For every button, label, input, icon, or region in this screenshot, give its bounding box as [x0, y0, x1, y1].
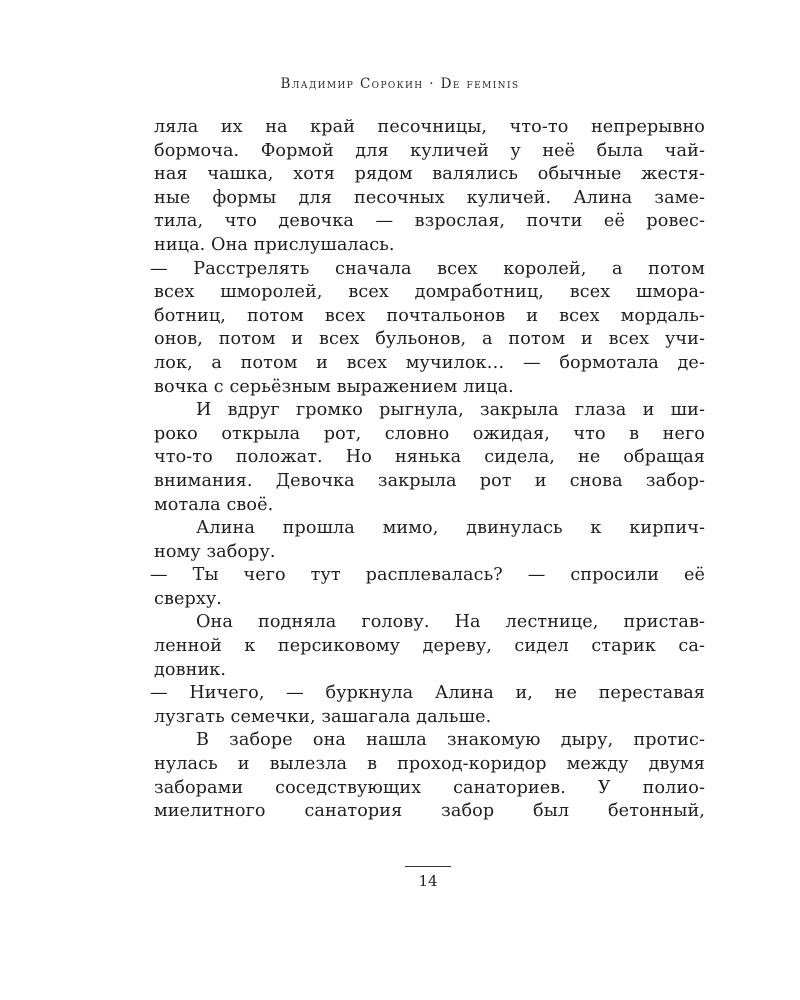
text-line: Алина прошла мимо, двинулась к кирпич-: [196, 518, 705, 539]
text-line: ница. Она прислушалась.: [154, 234, 395, 255]
running-head: Владимир Сорокин · De feminis: [280, 76, 520, 92]
text-line: ленной к персиковому дереву, сидел старик са-: [154, 636, 705, 657]
text-line: ная чашка, хотя рядом валялись обычные жестя-: [154, 164, 705, 185]
text-line: ному забору.: [154, 541, 276, 562]
text-line: Она подняла голову. На лестнице, пристав-: [196, 612, 705, 633]
text-line: ные формы для песочных куличей. Алина заме-: [154, 187, 705, 208]
text-line: мотала своё.: [154, 494, 274, 515]
text-line: лок, а потом и всех мучилок… — бормотала де-: [154, 352, 705, 373]
text-line: нулась и вылезла в проход-коридор между двумя: [154, 754, 705, 775]
text-line: сверху.: [154, 588, 222, 609]
body-text: [150, 116, 705, 824]
text-line: вочка с серьёзным выражением лица.: [154, 376, 514, 397]
text-line: довник.: [154, 659, 227, 680]
text-line: миелитного санатория забор был бетонный,: [154, 801, 705, 822]
text-line: онов, потом и всех бульонов, а потом и всех учи-: [154, 329, 705, 350]
footer-rule: [405, 866, 451, 867]
text-line: лузгать семечки, зашагала дальше.: [154, 706, 492, 727]
page-number: 14: [418, 872, 438, 890]
text-line: заборами соседствующих санаториев. У полио-: [154, 777, 705, 798]
text-line: — Расстрелять сначала всех королей, а потом: [150, 258, 705, 279]
text-line: тила, что девочка — взрослая, почти её ровес-: [154, 211, 705, 232]
text-line: роко открыла рот, словно ожидая, что в него: [154, 423, 705, 444]
text-line: В заборе она нашла знакомую дыру, протис-: [196, 730, 705, 751]
text-line: всех шморолей, всех домработниц, всех шмора-: [154, 282, 705, 303]
text-line: — Ты чего тут расплевалась? — спросили её: [150, 565, 705, 586]
text-line: — Ничего, — буркнула Алина и, не переставая: [150, 683, 705, 704]
text-line: внимания. Девочка закрыла рот и снова забор-: [154, 470, 705, 491]
text-line: И вдруг громко рыгнула, закрыла глаза и ши-: [196, 400, 705, 421]
text-line: что-то положат. Но нянька сидела, не обращая: [154, 447, 705, 468]
text-line: бормоча. Формой для куличей у неё была чай-: [154, 140, 705, 161]
text-line: ботниц, потом всех почтальонов и всех мордаль-: [154, 305, 705, 326]
text-line: ляла их на край песочницы, что-то непрерывно: [154, 117, 705, 137]
